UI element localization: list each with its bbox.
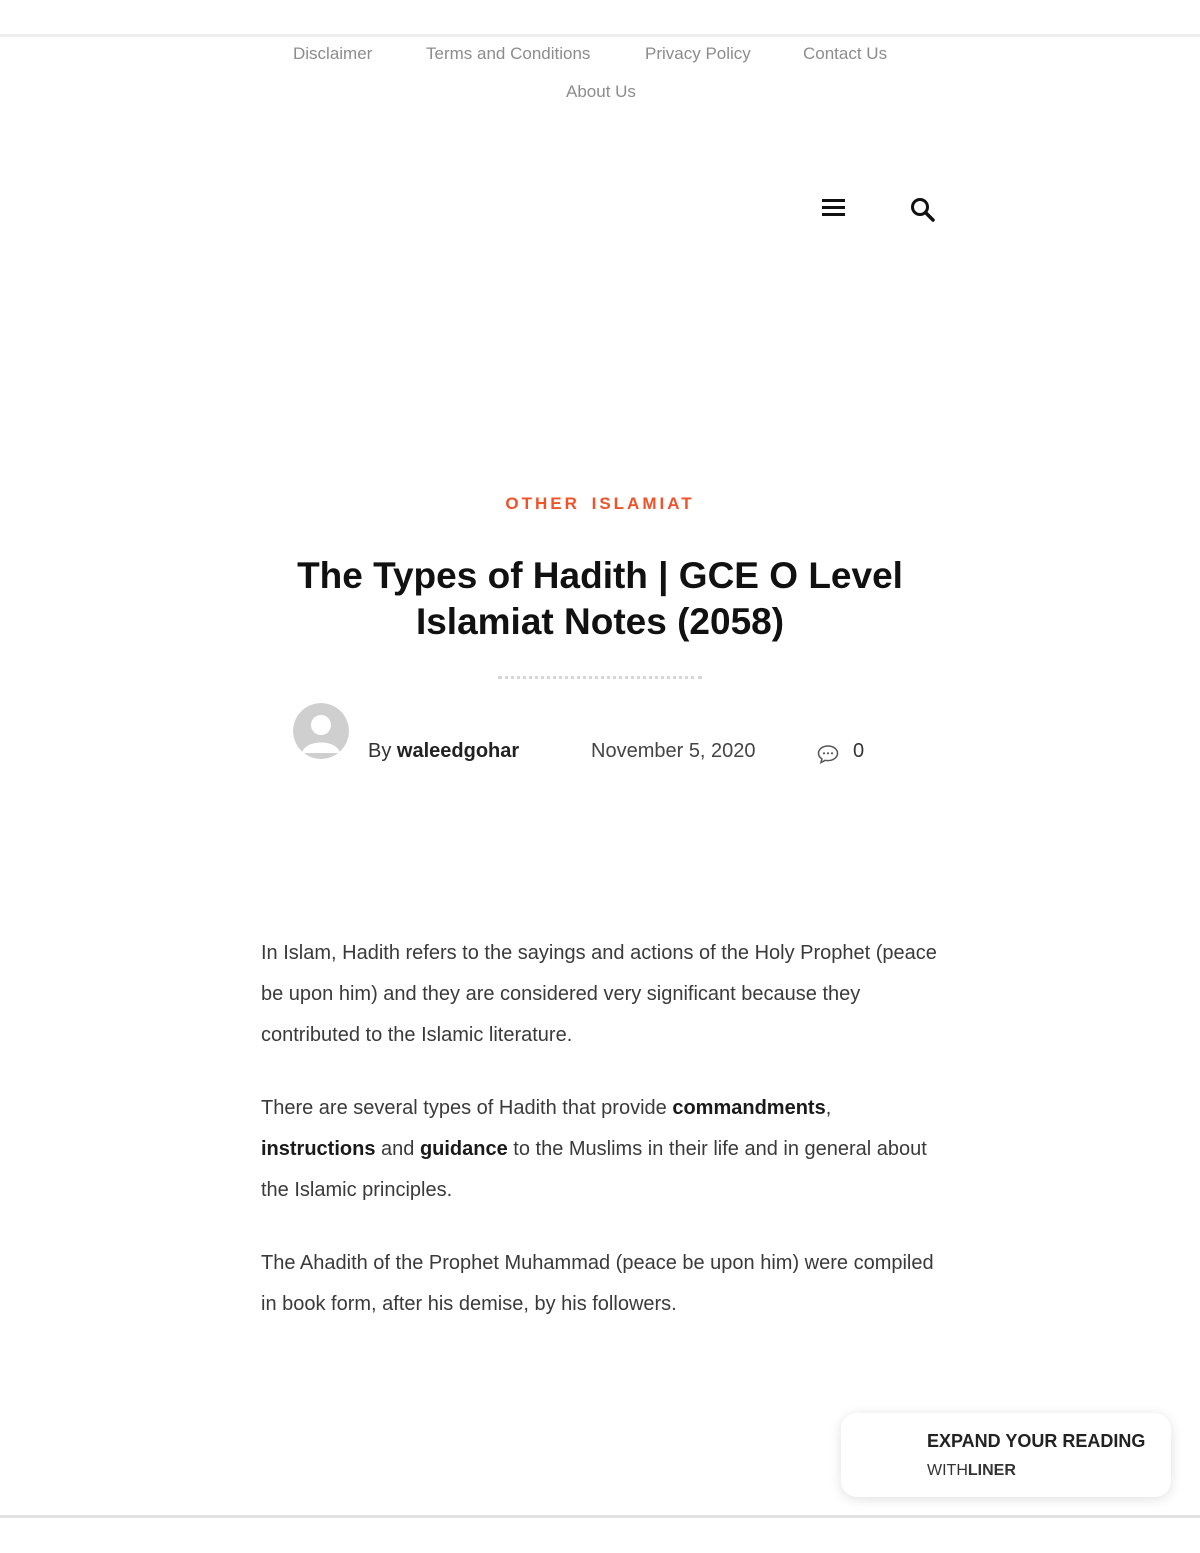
search-glyph <box>910 197 936 223</box>
nav-link-privacy-policy[interactable]: Privacy Policy <box>645 44 751 63</box>
p2-bold-guidance: guidance <box>419 1138 508 1160</box>
paragraph-2 <box>261 1088 941 1211</box>
post-date[interactable]: November 5, 2020 <box>591 740 756 762</box>
p2-text-4: to the Muslims in their life and in general about the Islamic principles. <box>261 1138 927 1201</box>
comment-bubble-glyph <box>817 744 839 764</box>
p2-text-3: and <box>375 1138 420 1160</box>
page-title: The Types of Hadith | GCE O Level Islamiat Notes (2058) <box>297 555 903 642</box>
top-divider <box>0 34 1200 37</box>
p2-text-1: There are several types of Hadith that provide <box>261 1097 673 1119</box>
nav-link-terms-and-conditions[interactable]: Terms and Conditions <box>426 44 591 63</box>
p2-bold-commandments: commandments <box>672 1097 826 1119</box>
search-icon[interactable] <box>910 197 936 223</box>
post-category[interactable]: OTHER ISLAMIAT <box>505 494 695 513</box>
byline-prefix: By <box>368 740 392 762</box>
nav-link-disclaimer[interactable]: Disclaimer <box>293 44 373 63</box>
liner-promo-prefix: WITH <box>927 1462 968 1479</box>
liner-promo-subtitle <box>927 1462 1016 1480</box>
p2-text-2: , <box>825 1097 832 1119</box>
liner-promo-card[interactable] <box>841 1413 1171 1497</box>
comment-count[interactable]: 0 <box>853 740 865 762</box>
avatar-placeholder-icon <box>293 703 349 759</box>
p2-bold-instructions: instructions <box>261 1138 376 1160</box>
article-body <box>261 933 941 1357</box>
nav-link-contact-us[interactable]: Contact Us <box>803 44 888 63</box>
paragraph-1: In Islam, Hadith refers to the sayings and actions of the Holy Prophet (peace be upon him) and they are considered very significant because they contributed to the Islamic literature. <box>261 942 937 1046</box>
author-link[interactable]: waleedgohar <box>396 740 520 762</box>
nav-link-about-us[interactable]: About Us <box>566 82 636 101</box>
liner-brand: LINER <box>967 1462 1016 1479</box>
title-divider <box>498 676 702 679</box>
comment-icon[interactable] <box>817 744 839 764</box>
paragraph-3: The Ahadith of the Prophet Muhammad (peace be upon him) were compiled in book form, after his demise, by his followers. <box>261 1252 934 1315</box>
bottom-divider <box>0 1515 1200 1518</box>
hamburger-menu-icon[interactable] <box>822 198 846 218</box>
liner-promo-title: EXPAND YOUR READING <box>927 1431 1146 1451</box>
hamburger-menu-glyph <box>822 198 846 218</box>
byline <box>368 740 519 763</box>
author-avatar[interactable] <box>293 703 349 759</box>
